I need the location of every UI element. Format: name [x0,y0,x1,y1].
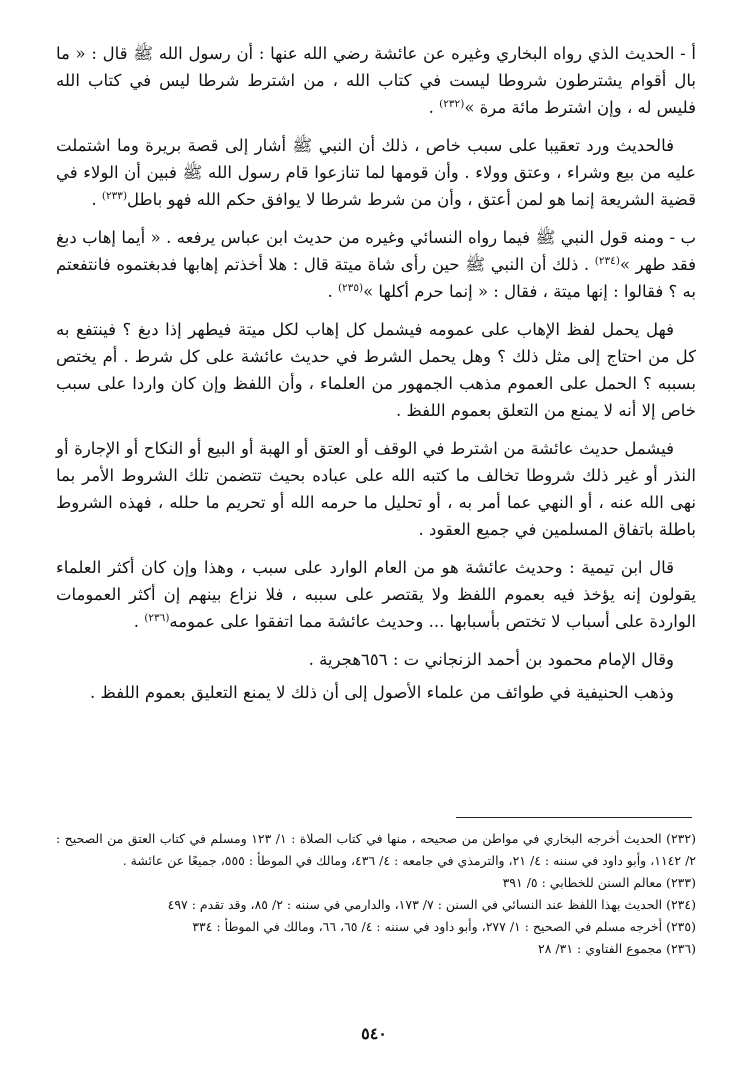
paragraph-hadith-aisha [56,40,696,121]
footnote-236: (٢٣٦) مجموع الفتاوي : ٣١/ ٢٨ [537,941,696,956]
paragraph-tail-2: . [327,282,338,301]
footnote-232: (٢٣٢) الحديث أخرجه البخاري في مواطن من صحيحه ، منها في كتاب الصلاة : ١/ ١٢٣ ومسلم في كتاب العتق من الصحيح : ٢/ ١١٤٢، وأبو داود في سننه : ٤/ ٢١، والترمذي في جامعه : ٤/ ٤٣٦، ومالك في الموطأ : ٥٥٥، جميعًا عن عائشة . [56,831,696,868]
paragraph-hadith-ihab [56,224,696,305]
page-number: ٥٤٠ [361,1024,387,1043]
footnote-ref-232[interactable]: (٢٣٢) [439,98,465,110]
paragraph-text: فهل يحمل لفظ الإهاب على عمومه فيشمل كل إهاب لكل ميتة فيطهر إذا دبغ ؟ فينتفع به كل من احتاج إلى مثل ذلك ؟ وهل يحمل الشرط في حديث عائشة على كل شرط . أم يختص بسببه ؟ الحمل على العموم مذهب الجمهور من العلماء ، وأن اللفظ وإن كان واردا على سبب خاص إلا أنه لا يمنع من التعلق بعموم اللفظ . [56,320,696,420]
paragraph-hanafiyya [56,679,696,706]
main-text [56,40,696,717]
paragraph-general-question [56,316,696,424]
paragraph-zanjani [56,646,696,673]
footnotes [56,828,696,960]
footnote-ref-234[interactable]: (٢٣٤) [594,255,620,267]
paragraph-hadith-context [56,132,696,213]
paragraph-text: أ - الحديث الذي رواه البخاري وغيره عن عائشة رضي الله عنها : أن رسول الله ﷺ قال : « ما بال أقوام يشترطون شروطا ليست في كتاب الله ، من اشترط شرطا ليس في كتاب الله فليس له ، وإن اشترط مائة مرة » [56,44,696,117]
footnote-235: (٢٣٥) أخرجه مسلم في الصحيح : ١/ ٢٧٧، وأبو داود في سننه : ٤/ ٦٥، ٦٦، ومالك في الموطأ : ٣٣٤ [192,919,696,934]
paragraph-text: فيشمل حديث عائشة من اشترط في الوقف أو العتق أو الهبة أو البيع أو النكاح أو الإجارة أو النذر أو غير ذلك شروطا تخالف ما كتبه الله على عباده بحيث تتضمن تلك الشروط الأمر بما نهى الله عنه ، أو النهي عما أمر به ، أو تحليل ما حرمه الله أو تحريم ما حلله ، فهذه الشروط باطلة باتفاق المسلمين في جميع العقود . [56,439,696,539]
paragraph-tail: . [133,612,145,631]
paragraph-text: قال ابن تيمية : وحديث عائشة هو من العام الوارد على سبب ، وهذا وإن كان أكثر العلماء يقولون إنه يؤخذ فيه بعموم اللفظ ولا يقتصر على سببه ، فلا نزاع بينهم إن أكثر العمومات الواردة على أسباب لا تختص بأسبابها ... وحديث عائشة مما اتفقوا على عمومه [56,558,696,631]
footnote-ref-233[interactable]: (٢٣٣) [101,190,128,202]
paragraph-tail: . ذلك أن النبي ﷺ حين رأى شاة ميتة قال : هلا أخذتم إهابها فدبغتموه فانتفعتم به ؟ فقالوا : إنها ميتة ، فقال : « إنما حرم أكلها » [56,255,696,301]
paragraph-text: وقال الإمام محمود بن أحمد الزنجاني ت : ٦٥٦هجرية . [308,650,674,669]
footnote-233: (٢٣٣) معالم السنن للخطابي : ٥/ ٣٩١ [502,875,696,890]
paragraph-text: وذهب الحنيفية في طوائف من علماء الأصول إلى أن ذلك لا يمنع التعليق بعموم اللفظ . [90,683,674,702]
footnote-ref-235[interactable]: (٢٣٥) [337,282,364,294]
footnote-234: (٢٣٤) الحديث بهذا اللفظ عند النسائي في السنن : ٧/ ١٧٣، والدارمي في سننه : ٢/ ٨٥، وقد تقدم : ٤٩٧ [167,897,696,912]
footnote-ref-236[interactable]: (٢٣٦) [144,612,170,624]
paragraph-tail: . [91,190,102,209]
paragraph-text: فالحديث ورد تعقيبا على سبب خاص ، ذلك أن النبي ﷺ أشار إلى قصة بريرة وما اشتملت عليه من بيع وشراء ، وعتق وولاء . وأن قومها لما تنازعوا قام رسول الله ﷺ فبين أن الولاء في قضية الشريعة إنما هو لمن أعتق ، وأن من شرط شرطا لا يوافق حكم الله فهو باطل [56,136,696,209]
paragraph-conditions [56,435,696,543]
paragraph-text: ب - ومنه قول النبي ﷺ فيما رواه النسائي وغيره من حديث ابن عباس يرفعه . « أيما إهاب دبغ فقد طهر » [56,228,696,274]
paragraph-ibn-taymiyya [56,554,696,635]
paragraph-tail: . [428,98,440,117]
footnote-separator [456,817,692,818]
